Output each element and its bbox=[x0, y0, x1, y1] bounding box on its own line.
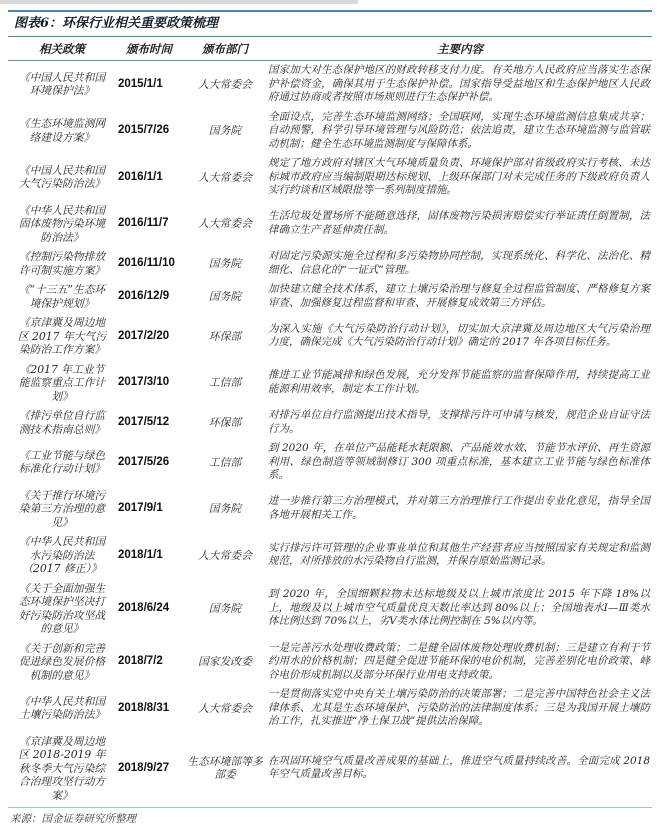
cell-publish-dept: 国务院 bbox=[208, 502, 242, 515]
cell-publish-date: 2016/11/7 bbox=[118, 217, 169, 229]
cell-publish-dept: 工信部 bbox=[208, 455, 242, 469]
table-row bbox=[8, 313, 652, 360]
cell-main-content: 为深入实施《大气污染防治行动计划》，切实加大京津冀及周边地区大气污染治理力度，确保完成《大气污染防治行动计划》确定的 2017 年各项目标任务。 bbox=[268, 322, 650, 349]
cell-publish-date: 2018/8/31 bbox=[118, 701, 170, 714]
header-row bbox=[8, 38, 652, 61]
cell-main-content: 到 2020 年，在单位产品能耗水耗限额、产品能效水效、节能节水评价、再生资源利用、绿色制造等领域制修订 300 项重点标准，基本建立工业节能与绿色标准体系。 bbox=[268, 442, 650, 481]
source-note: 来源：国金证券研究所整理 bbox=[8, 807, 652, 832]
cell-publish-dept: 国务院 bbox=[208, 601, 242, 615]
cell-policy-name: 《京津冀及周边地区 2017 年大气污染防治工作方案》 bbox=[17, 316, 107, 356]
cell-policy-name: 《排污单位自行监测技术指南总则》 bbox=[18, 409, 106, 436]
cell-publish-date: 2018/6/24 bbox=[118, 601, 170, 614]
cell-publish-dept: 人大常委会 bbox=[198, 77, 252, 91]
cell-publish-dept: 国务院 bbox=[208, 256, 242, 270]
table-row bbox=[8, 247, 652, 280]
table-row bbox=[8, 532, 652, 579]
cell-publish-dept: 环保部 bbox=[208, 329, 242, 343]
table-row bbox=[8, 579, 652, 639]
table-row bbox=[8, 108, 652, 155]
cell-policy-name: 《京津冀及周边地区 2018-2019 年秋冬季大气污染综合治理攻坚行动方案》 bbox=[18, 734, 106, 802]
cell-publish-dept: 人大常委会 bbox=[198, 170, 252, 184]
table-row bbox=[8, 61, 652, 108]
cell-publish-date: 2017/2/20 bbox=[118, 329, 170, 342]
cell-publish-date: 2017/9/1 bbox=[118, 502, 163, 514]
cell-publish-date: 2015/1/1 bbox=[118, 77, 163, 90]
cell-main-content: 对固定污染源实施全过程和多污染物协同控制，实现系统化、科学化、法治化、精细化、信息化的“一证式”管理。 bbox=[268, 250, 650, 276]
cell-main-content: 一是完善污水处理收费政策；二是健全固体废物处理收费机制；三是建立有利于节约用水的价格机制；四是健全促进节能环保的电价机制，完善差别化电价政策、峰谷电价形成机制以及部分环保行业用电支持政策。 bbox=[268, 641, 650, 681]
column-header-date: 颁布时间 bbox=[116, 38, 182, 61]
cell-policy-name: 《2017 年工业节能监察重点工作计划》 bbox=[18, 362, 106, 403]
policy-table-header bbox=[8, 38, 652, 61]
cell-publish-date: 2018/1/1 bbox=[118, 548, 163, 561]
cell-main-content: 在巩固环境空气质量改善成果的基础上，推进空气质量持续改善。全面完成 2018 年空气质量改善目标。 bbox=[268, 754, 650, 781]
cell-main-content: 实行排污许可管理的企业事业单位和其他生产经营者应当按照国家有关规定和监测规范，对所排放的水污染物自行监测，并保存原始监测记录。 bbox=[268, 541, 650, 568]
cell-main-content: 生活垃圾处置场所不能随意选择，固体废物污染损害赔偿实行举证责任倒置制，法律确立生产者延伸责任制。 bbox=[268, 210, 650, 236]
cell-publish-dept: 生态环境部等多部委 bbox=[187, 754, 263, 782]
column-header-content: 主要内容 bbox=[268, 38, 652, 61]
cell-policy-name: 《“十三五”生态环境保护规划》 bbox=[18, 283, 106, 310]
table-row bbox=[8, 439, 652, 486]
cell-main-content: 国家加大对生态保护地区的财政转移支付力度。有关地方人民政府应当落实生态保护补偿资金，确保其用于生态保护补偿。国家指导受益地区和生态保护地区人民政府通过协商或者按照市场规则进行生态保护补偿。 bbox=[268, 64, 650, 103]
cell-publish-dept: 人大常委会 bbox=[198, 217, 252, 230]
cell-policy-name: 《生态环境监测网络建设方案》 bbox=[18, 117, 106, 144]
figure-title: 图表6：环保行业相关重要政策梳理 bbox=[8, 10, 652, 37]
table-row bbox=[8, 201, 652, 248]
cell-policy-name: 《工业节能与绿色标准化行动计划》 bbox=[18, 448, 106, 476]
column-header-dept: 颁布部门 bbox=[182, 38, 268, 61]
table-row bbox=[8, 406, 652, 439]
table-row bbox=[8, 685, 652, 732]
cell-policy-name: 《中华人民共和国固体废物污染环境防治法》 bbox=[18, 203, 106, 244]
cell-publish-date: 2016/1/1 bbox=[118, 170, 163, 183]
policy-table-body bbox=[8, 61, 652, 806]
cell-publish-dept: 工信部 bbox=[208, 376, 242, 389]
cell-main-content: 进一步推行第三方治理模式，并对第三方治理推行工作提出专业化意见，指导全国各地开展相关工作。 bbox=[268, 495, 650, 521]
cell-publish-date: 2017/3/10 bbox=[118, 376, 170, 388]
cell-main-content: 规定了地方政府对辖区大气环境质量负责、环境保护部对省级政府实行考核、未达标城市政府应当编制限期达标规划、上级环保部门对未完成任务的下级政府负责人实行约谈和区域限批等一系列制度措施。 bbox=[268, 157, 650, 196]
cell-policy-name: 《中国人民共和国环境保护法》 bbox=[18, 70, 106, 98]
table-row bbox=[8, 732, 652, 806]
cell-publish-date: 2018/7/2 bbox=[118, 655, 163, 667]
cell-policy-name: 《关于创新和完善促进绿色发展价格机制的意见》 bbox=[18, 641, 106, 682]
table-row bbox=[8, 486, 652, 533]
cell-policy-name: 《中国人民共和国大气污染防治法》 bbox=[18, 163, 106, 191]
column-header-policy: 相关政策 bbox=[8, 38, 116, 61]
cell-main-content: 加快建立健全技术体系、建立土壤污染治理与修复全过程监管制度、严格修复方案审查、加强修复过程监督和审查、开展修复成效第三方评估。 bbox=[268, 283, 650, 309]
cell-main-content: 推进工业节能减排和绿色发展，充分发挥节能监察的监督保障作用，持续提高工业能源利用效率，制定本工作计划。 bbox=[268, 369, 650, 395]
cell-policy-name: 《关于全面加强生态环境保护坚决打好污染防治攻坚战的意见》 bbox=[18, 581, 106, 635]
table-row bbox=[8, 360, 652, 407]
cell-publish-dept: 人大常委会 bbox=[198, 701, 252, 715]
policy-table bbox=[8, 38, 652, 805]
cell-publish-date: 2016/11/10 bbox=[118, 256, 175, 269]
figure-block bbox=[8, 10, 652, 832]
cell-publish-dept: 国家发改委 bbox=[198, 655, 252, 668]
cell-publish-dept: 人大常委会 bbox=[198, 548, 252, 562]
cell-publish-date: 2016/12/9 bbox=[118, 289, 170, 302]
table-row bbox=[8, 280, 652, 313]
cell-policy-name: 《中华人民共和国水污染防治法（2017 修正）》 bbox=[18, 535, 106, 575]
table-row bbox=[8, 639, 652, 686]
cell-main-content: 到 2020 年，全国细颗粒物未达标地级及以上城市浓度比 2015 年下降 18%以上，地级及以上城市空气质量优良天数比率达到 80%以上；全国地表水Ⅰ—Ⅲ类水体比例达到 70%以上，劣Ⅴ类水体比例控制在 5%以内等。 bbox=[268, 588, 650, 628]
cell-publish-date: 2018/9/27 bbox=[118, 761, 170, 774]
cell-publish-date: 2015/7/26 bbox=[118, 124, 170, 136]
cell-policy-name: 《中华人民共和国土壤污染防治法》 bbox=[18, 694, 106, 722]
page-edge-artifact bbox=[0, 0, 358, 4]
table-row bbox=[8, 154, 652, 201]
cell-publish-date: 2017/5/26 bbox=[118, 455, 170, 468]
cell-publish-dept: 国务院 bbox=[208, 124, 242, 137]
cell-policy-name: 《关于推行环境污染第三方治理的意见》 bbox=[18, 488, 106, 529]
cell-main-content: 一是贯彻落实党中央有关土壤污染防治的决策部署；二是完善中国特色社会主义法律体系、尤其是生态环境保护、污染防治的法律制度体系；三是为我国开展土壤防治工作，扎实推进“净土保卫战”提供法治保障。 bbox=[268, 688, 650, 727]
cell-publish-dept: 国务院 bbox=[208, 289, 242, 303]
cell-policy-name: 《控制污染物排放许可制实施方案》 bbox=[18, 250, 106, 277]
cell-main-content: 全面设点，完善生态环境监测网络；全国联网，实现生态环境监测信息集成共享；自动预警，科学引导环境管理与风险防范；依法追责，建立生态环境监测与监管联动机制；健全生态环境监测制度与保障体系。 bbox=[268, 110, 650, 150]
cell-publish-date: 2017/5/12 bbox=[118, 415, 170, 428]
cell-main-content: 对排污单位自行监测提出技术指导，支撑排污许可申请与核发，规范企业自证守法行为。 bbox=[268, 409, 650, 435]
cell-publish-dept: 环保部 bbox=[208, 415, 242, 429]
